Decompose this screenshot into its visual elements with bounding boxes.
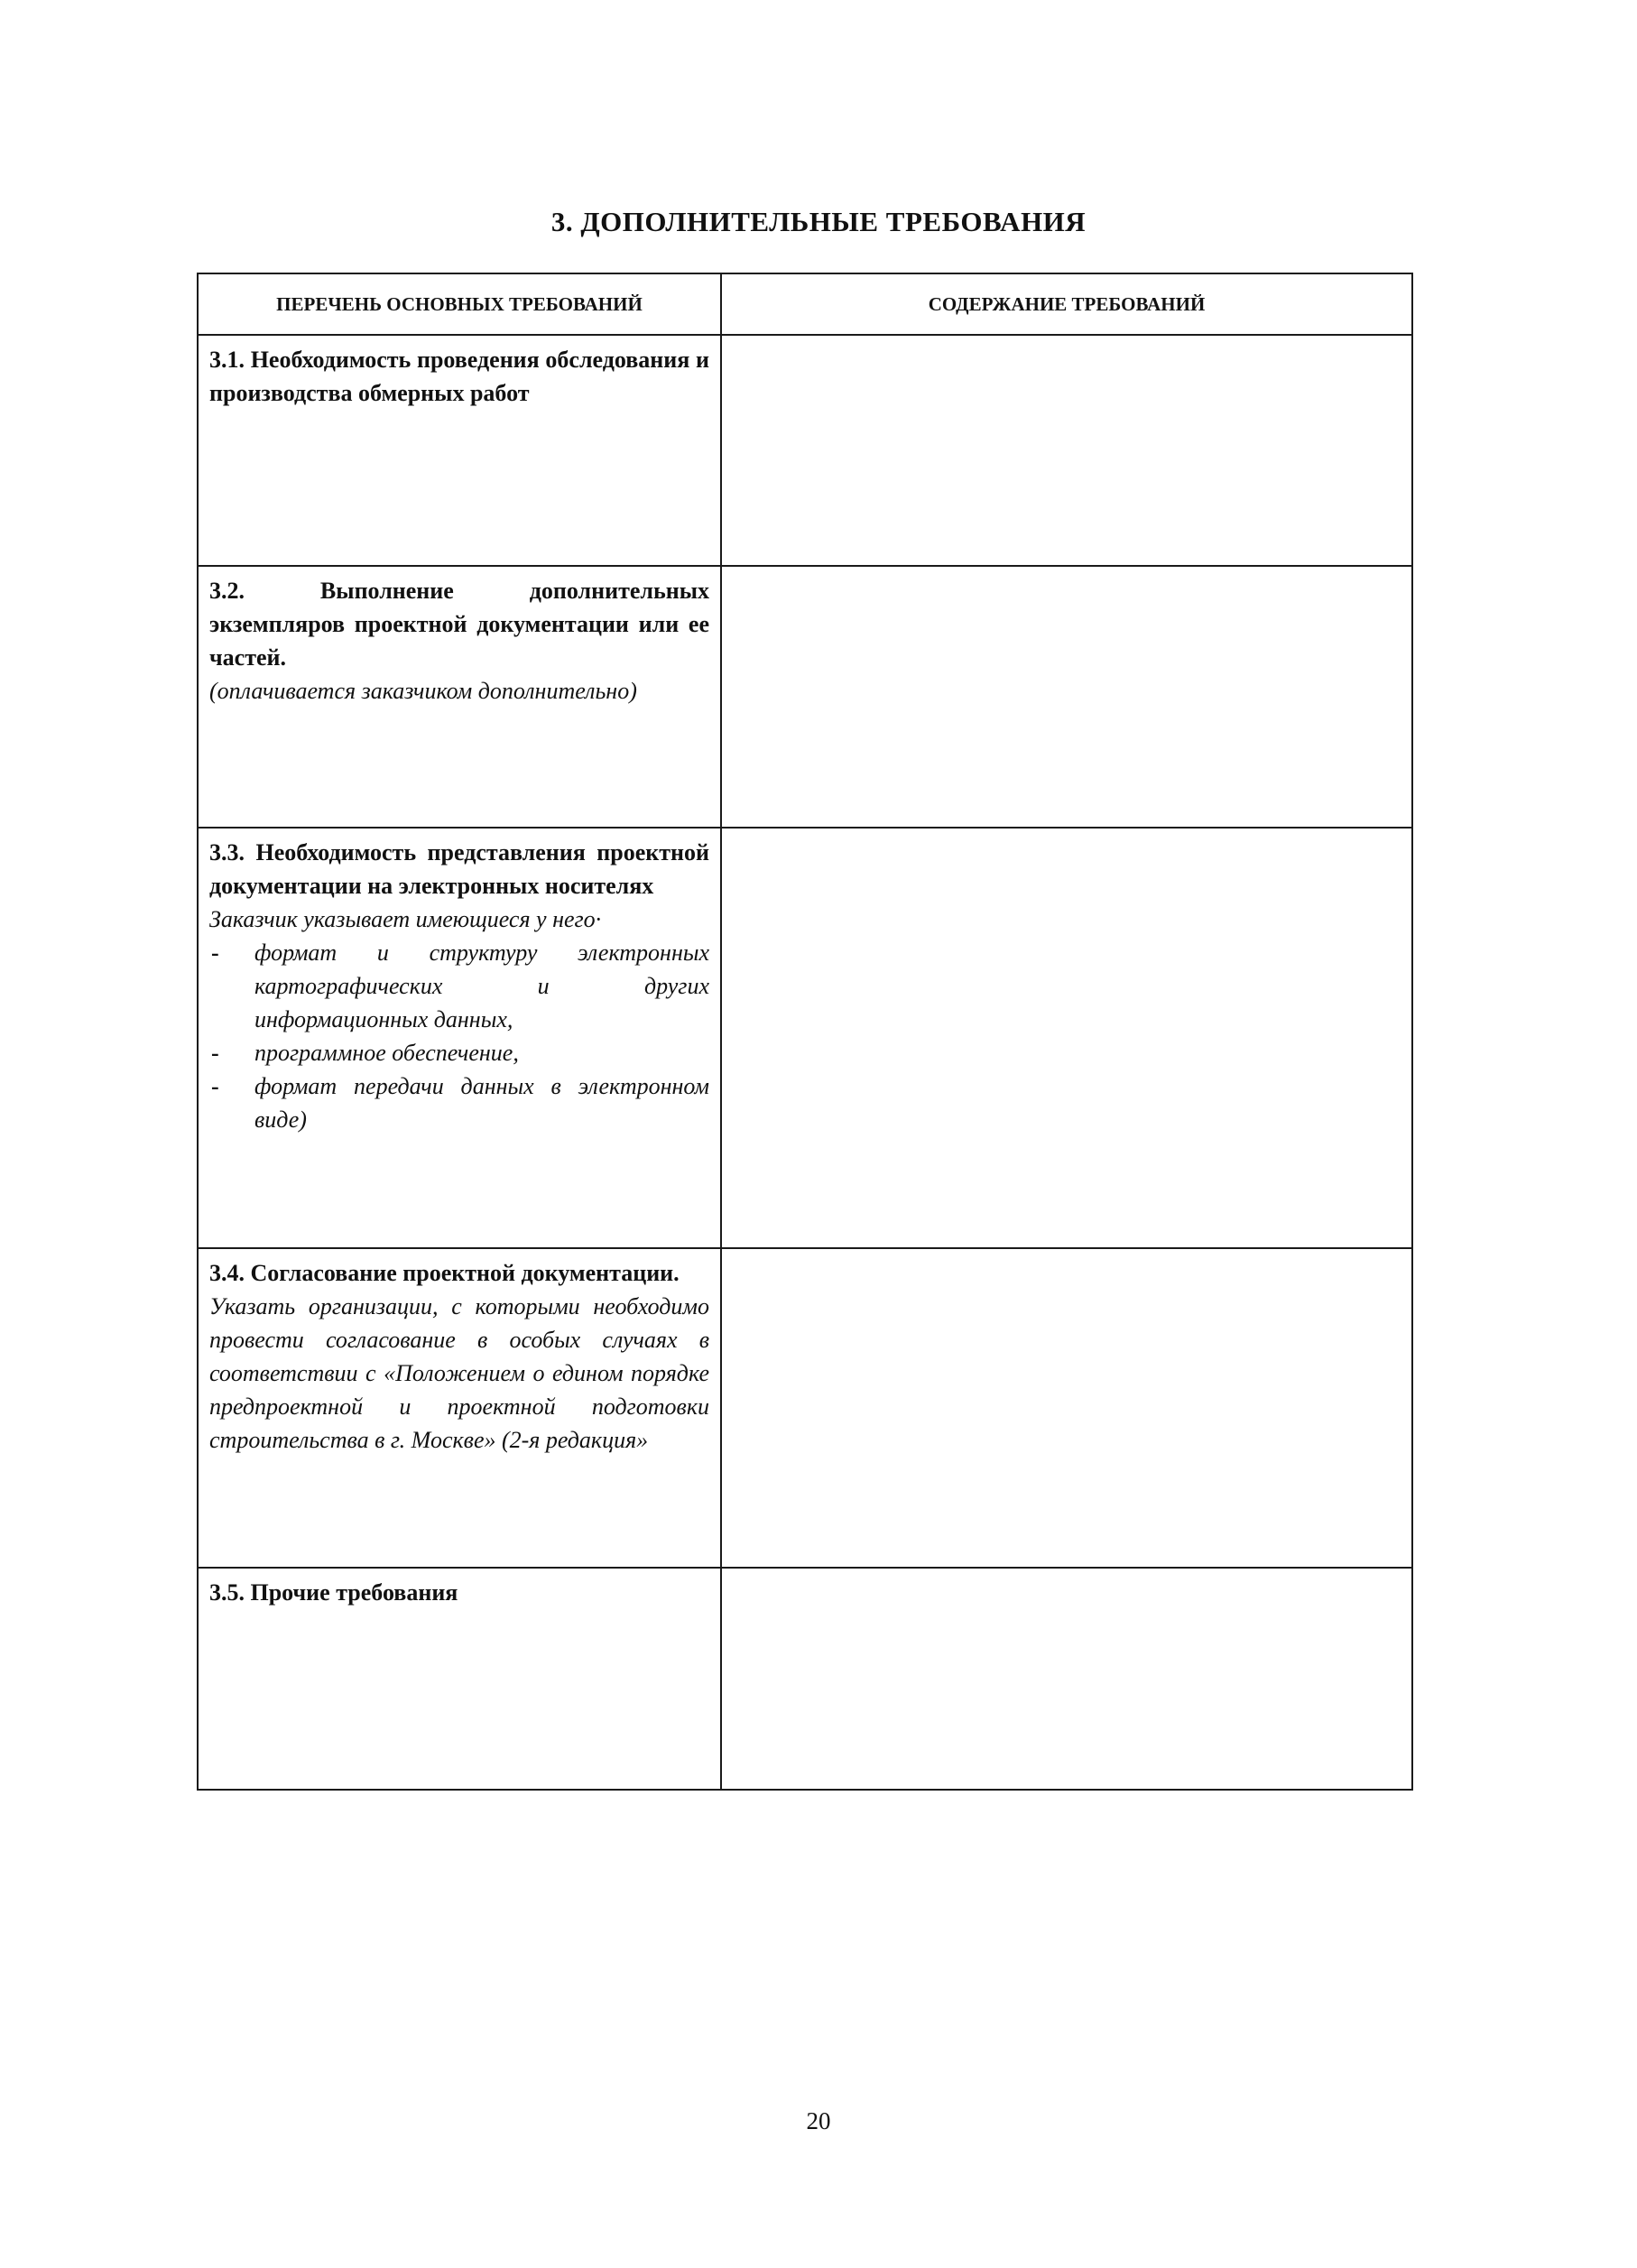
table-header-row [198, 273, 1412, 335]
content-cell [721, 1568, 1412, 1790]
list-item: - формат и структуру электронных картографических и других информационных данных, [209, 936, 709, 1036]
table-row [198, 1248, 1412, 1568]
requirement-cell [198, 1568, 721, 1790]
requirement-cell [198, 566, 721, 828]
content-cell [721, 828, 1412, 1248]
section-title: 3. ДОПОЛНИТЕЛЬНЫЕ ТРЕБОВАНИЯ [550, 206, 1087, 237]
requirement-heading: 3.2. Выполнение дополнительных экземпляров проектной документации или ее частей. [209, 578, 709, 671]
content-text [722, 829, 1411, 843]
content-text [722, 1249, 1411, 1264]
requirement-heading: 3.3. Необходимость представления проектной документации на электронных носителях [209, 839, 709, 899]
page-number: 20 [806, 2107, 831, 2134]
requirement-note: (оплачивается заказчиком дополнительно) [209, 678, 637, 704]
requirement-cell [198, 1248, 721, 1568]
table-row [198, 828, 1412, 1248]
content-text [722, 1569, 1411, 1583]
requirement-heading: 3.1. Необходимость проведения обследования и производства обмерных работ [209, 347, 709, 406]
content-cell [721, 566, 1412, 828]
table-row [198, 335, 1412, 566]
content-cell [721, 335, 1412, 566]
header-requirements-content: СОДЕРЖАНИЕ ТРЕБОВАНИЙ [721, 273, 1412, 335]
list-item: - формат передачи данных в электронном виде) [209, 1069, 709, 1136]
content-text [722, 567, 1411, 581]
requirement-note: Указать организации, с которыми необходимо провести согласование в особых случаях в соответствии с «Положением о едином порядке предпроектной и проектной подготовки строительства в г. Москве» (2-я редакция» [209, 1293, 709, 1453]
requirement-cell [198, 828, 721, 1248]
requirement-heading: 3.5. Прочие требования [209, 1579, 458, 1606]
table-row [198, 1568, 1412, 1790]
requirement-list [209, 936, 709, 1136]
table-row [198, 566, 1412, 828]
requirement-heading: 3.4. Согласование проектной документации. [209, 1260, 680, 1286]
header-requirements-list: ПЕРЕЧЕНЬ ОСНОВНЫХ ТРЕБОВАНИЙ [198, 273, 721, 335]
requirements-table [197, 273, 1413, 1791]
content-text [722, 336, 1411, 350]
requirement-cell [198, 335, 721, 566]
list-item: - программное обеспечение, [209, 1036, 709, 1069]
content-cell [721, 1248, 1412, 1568]
requirement-note: Заказчик указывает имеющиеся у него· [209, 906, 602, 932]
